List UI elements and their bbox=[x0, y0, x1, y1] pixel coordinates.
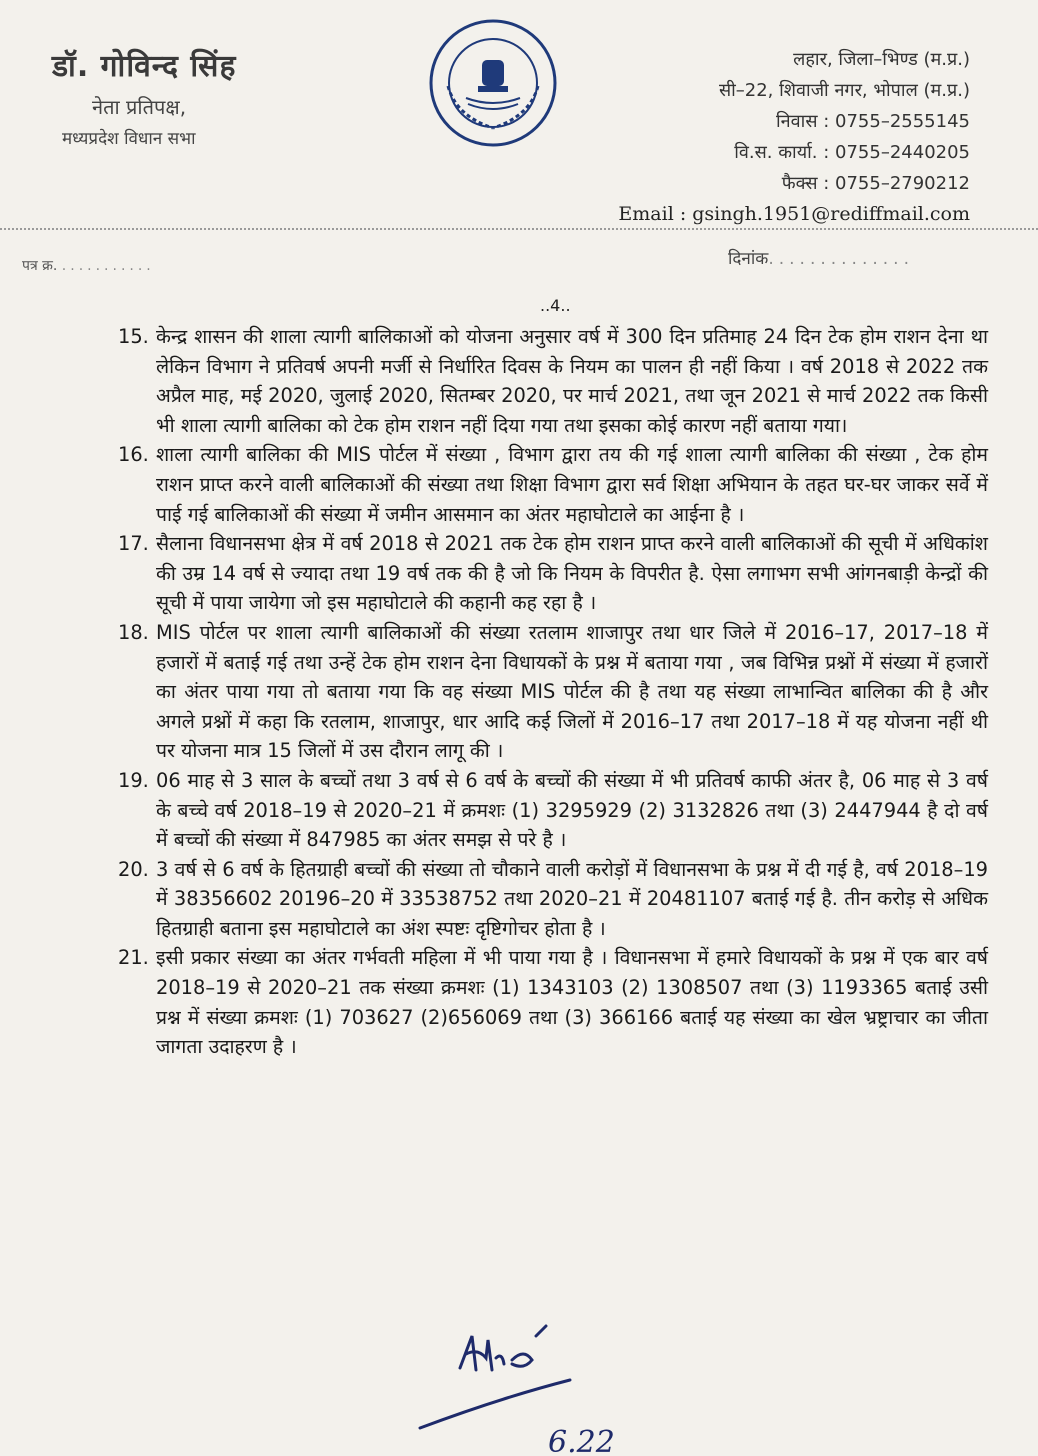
list-item bbox=[118, 529, 988, 618]
item-number: 19. bbox=[118, 768, 149, 792]
page-number: ..4.. bbox=[540, 296, 571, 315]
date-label: दिनांक bbox=[728, 249, 769, 269]
item-number: 15. bbox=[118, 325, 149, 348]
item-number: 16. bbox=[118, 443, 149, 467]
sender-name: डॉ. गोविन्द सिंह bbox=[52, 49, 237, 84]
list-item bbox=[118, 440, 988, 529]
item-number: 21. bbox=[118, 946, 149, 970]
header-divider bbox=[0, 228, 1038, 230]
letter-date bbox=[728, 246, 914, 269]
sender-block bbox=[52, 44, 236, 149]
address-line-1: लहार, जिला–भिण्ड (म.प्र.) bbox=[793, 49, 970, 70]
list-item bbox=[118, 943, 988, 1061]
list-item bbox=[118, 618, 988, 766]
reference-dots: ........... bbox=[61, 258, 155, 274]
signature-date: 6.22 bbox=[548, 1425, 615, 1456]
sender-organisation: मध्यप्रदेश विधान सभा bbox=[62, 129, 196, 149]
item-text: MIS पोर्टल पर शाला त्यागी बालिकाओं की संख्या रतलाम शाजापुर तथा धार जिले में 2016–17, 2017–18 में हजारों में बताई गई तथा उन्हें टेक होम राशन देना विधायकों के प्रश्न में बताया गया , जब विभिन्न प्रश्नों में संख्या में हजारों का अंतर पाया गया तो बताया गया कि वह संख्या MIS पोर्टल की है तथा यह संख्या लाभान्वित बालिका की है और अगले प्रश्नों में कहा कि रतलाम, शाजापुर, धार आदि कई जिलों में 2016–17 तथा 2017–18 में यह योजना नहीं थी पर योजना मात्र 15 जिलों में उस दौरान लागू की । bbox=[156, 620, 988, 763]
sender-designation: नेता प्रतिपक्ष, bbox=[92, 95, 187, 119]
email-address: Email : gsingh.1951@rediffmail.com bbox=[618, 203, 970, 225]
phone-office: वि.स. कार्या. : 0755–2440205 bbox=[734, 142, 970, 163]
item-text: 3 वर्ष से 6 वर्ष के हितग्राही बच्चों की संख्या तो चौकाने वाली करोड़ों में विधानसभा के प्रश्न में दी गई है, वर्ष 2018–19 में 38356602 20196–20 में 33538752 तथा 2020–21 में 20481107 बताई गई है. तीन करोड़ से अधिक हितग्राही बताना इस महाघोटाले का अंश स्पष्टः दृष्टिगोचर होता है । bbox=[156, 857, 988, 940]
reference-label: पत्र क्र. bbox=[22, 258, 58, 274]
date-dots: .............. bbox=[768, 249, 914, 269]
address-line-2: सी–22, शिवाजी नगर, भोपाल (म.प्र.) bbox=[718, 80, 970, 101]
fax-number: फैक्स : 0755–2790212 bbox=[781, 173, 970, 194]
item-number: 18. bbox=[118, 620, 149, 644]
handwritten-signature bbox=[400, 1318, 660, 1456]
list-item bbox=[118, 766, 988, 855]
item-text: इसी प्रकार संख्या का अंतर गर्भवती महिला में भी पाया गया है । विधानसभा में हमारे विधायकों के प्रश्न में एक बार वर्ष 2018–19 से 2020–21 तक संख्या क्रमशः (1) 1343103 (2) 1308507 तथा (3) 1193365 बताई उसी प्रश्न में संख्या क्रमशः (1) 703627 (2)656069 तथा (3) 366166 बताई यह संख्या का खेल भ्रष्ट्राचार का जीता जागता उदाहरण है । bbox=[156, 946, 989, 1059]
item-number: 20. bbox=[118, 857, 149, 881]
list-item bbox=[118, 855, 988, 944]
reference-number bbox=[22, 256, 155, 275]
list-item bbox=[118, 322, 988, 440]
item-text: 06 माह से 3 साल के बच्चों तथा 3 वर्ष से 6 वर्ष के बच्चों की संख्या में भी प्रतिवर्ष काफी अंतर है, 06 माह से 3 वर्ष के बच्चे वर्ष 2018–19 से 2020–21 में क्रमशः (1) 3295929 (2) 3132826 तथा (3) 2447944 है दो वर्ष में बच्चों की संख्या में 847985 का अंतर समझ से परे है । bbox=[156, 768, 988, 852]
item-text: शाला त्यागी बालिका की MIS पोर्टल में संख्या , विभाग द्वारा तय की गई शाला त्यागी बालिका की संख्या , टेक होम राशन प्राप्त करने वाली बालिकाओं की संख्या तथा शिक्षा विभाग द्वारा सर्व शिक्षा अभियान के तहत घर-घर जाकर सर्वे में पाई गई बालिकाओं की संख्या में जमीन आसमान का अंतर महाघोटाले का आईना है । bbox=[156, 443, 988, 526]
item-text: सैलाना विधानसभा क्षेत्र में वर्ष 2018 से 2021 तक टेक होम राशन प्राप्त करने वाली बालिकाओं की सूची में अधिकांश की उम्र 14 वर्ष से ज्यादा तथा 19 वर्ष तक की है जो कि नियम के विपरीत है. ऐसा लगाभग सभी आंगनबाड़ी केन्द्रों की सूची में पाया जायेगा जो इस महाघोटाले की कहानी कह रहा है । bbox=[156, 532, 988, 615]
assembly-emblem-icon bbox=[426, 16, 560, 150]
item-number: 17. bbox=[118, 532, 149, 556]
item-text: केन्द्र शासन की शाला त्यागी बालिकाओं को योजना अनुसार वर्ष में 300 दिन प्रतिमाह 24 दिन टेक होम राशन देना था लेकिन विभाग ने प्रतिवर्ष अपनी मर्जी से निर्धारित दिवस के नियम का पालन ही नहीं किया । वर्ष 2018 से 2022 तक अप्रैल माह, मई 2020, जुलाई 2020, सितम्बर 2020, पर मार्च 2021, तथा जून 2021 से मार्च 2022 तक किसी भी शाला त्यागी बालिका को टेक होम राशन नहीं दिया गया तथा इसका कोई कारण नहीं बताया गया। bbox=[156, 325, 988, 437]
letter-body bbox=[118, 322, 988, 1062]
phone-residence: निवास : 0755–2555145 bbox=[776, 111, 970, 132]
address-block bbox=[618, 44, 970, 230]
